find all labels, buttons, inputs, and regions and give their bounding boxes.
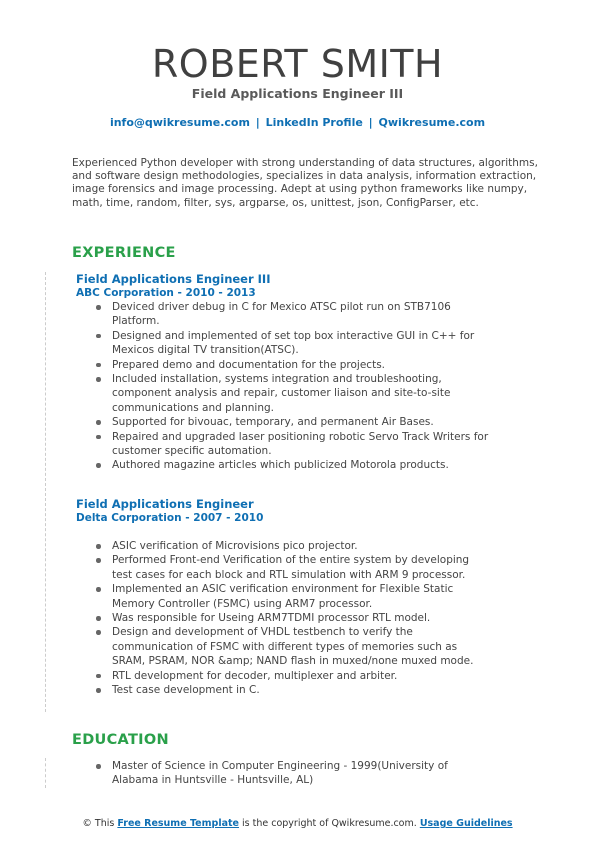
list-item: Performed Front-end Verification of the entire system by developing test cases for each block and RTL simulation with ARM 9 processor. (76, 553, 492, 582)
list-item: Designed and implemented of set top box interactive GUI in C++ for Mexicos digital TV transition(ATSC). (76, 329, 492, 358)
job-entry (76, 497, 556, 697)
education-heading: EDUCATION (72, 732, 169, 748)
job-bullets (76, 300, 556, 473)
linkedin-link[interactable]: LinkedIn Profile (265, 116, 363, 129)
candidate-title: Field Applications Engineer III (191, 86, 404, 101)
candidate-name: ROBERT SMITH (151, 42, 444, 86)
job-title: Field Applications Engineer (76, 497, 254, 511)
job-company: Delta Corporation - 2007 - 2010 (76, 512, 264, 524)
email-link[interactable]: info@qwikresume.com (109, 116, 250, 129)
list-item: Prepared demo and documentation for the projects. (76, 358, 492, 372)
education-bullets (76, 759, 556, 788)
summary-paragraph: Experienced Python developer with strong understanding of data structures, algorithms, and software design methodologies, specializes in data analysis, information extraction, image forensics and image processing. Adept at using python frameworks like numpy, math, time, random, filter, sys, argparse, os, unittest, json, ConfigParser, etc. (72, 157, 538, 209)
usage-guidelines-link[interactable]: Usage Guidelines (419, 818, 513, 829)
footer (0, 818, 595, 829)
job-title: Field Applications Engineer III (76, 272, 271, 286)
list-item: Master of Science in Computer Engineering - 1999(University of Alabama in Huntsville - Huntsville, AL) (76, 759, 492, 788)
list-item: ASIC verification of Microvisions pico projector. (76, 539, 492, 553)
job-bullets (76, 539, 556, 697)
list-item: Test case development in C. (76, 683, 492, 697)
footer-prefix: © This (82, 818, 115, 829)
list-item: RTL development for decoder, multiplexer and arbiter. (76, 669, 492, 683)
free-resume-template-link[interactable]: Free Resume Template (117, 818, 239, 829)
list-item: Authored magazine articles which publicized Motorola products. (76, 458, 492, 472)
experience-heading: EXPERIENCE (72, 245, 176, 261)
contact-separator: | (368, 116, 373, 129)
footer-middle: is the copyright of Qwikresume.com. (242, 818, 417, 829)
list-item: Design and development of VHDL testbench to verify the communication of FSMC with different types of memories such as SRAM, PSRAM, NOR &amp; NAND flash in muxed/none muxed mode. (76, 625, 492, 668)
education-entry (76, 759, 556, 788)
list-item: Deviced driver debug in C for Mexico ATSC pilot run on STB7106 Platform. (76, 300, 492, 329)
job-company: ABC Corporation - 2010 - 2013 (76, 287, 256, 299)
contact-separator: | (255, 116, 260, 129)
list-item: Repaired and upgraded laser positioning robotic Servo Track Writers for customer specific automation. (76, 430, 492, 459)
website-link[interactable]: Qwikresume.com (378, 116, 486, 129)
list-item: Supported for bivouac, temporary, and permanent Air Bases. (76, 415, 492, 429)
contact-line (0, 116, 595, 129)
list-item: Was responsible for Useing ARM7TDMI processor RTL model. (76, 611, 492, 625)
job-entry (76, 272, 556, 473)
list-item: Implemented an ASIC verification environment for Flexible Static Memory Controller (FSMC) using ARM7 processor. (76, 582, 492, 611)
list-item: Included installation, systems integration and troubleshooting, component analysis and repair, customer liaison and site-to-site communications and planning. (76, 372, 492, 415)
experience-rail (45, 272, 46, 712)
education-rail (45, 758, 46, 788)
